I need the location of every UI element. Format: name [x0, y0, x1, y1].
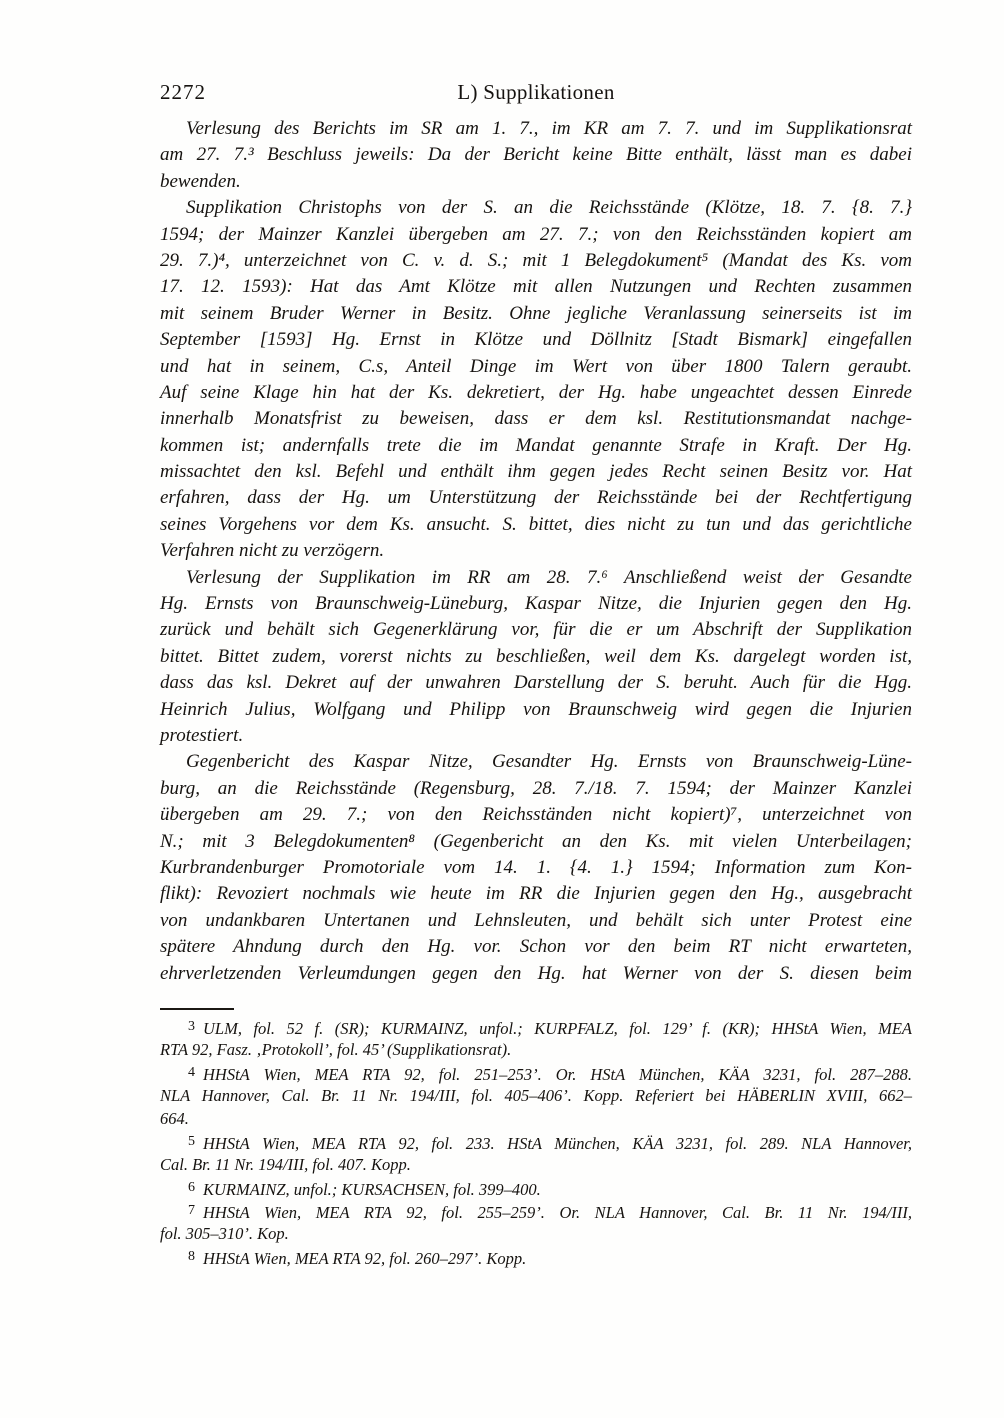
body-text: [160, 116, 912, 987]
body-line: innerhalb Monatsfrist zu beweisen, dass er dem ksl. Restitutionsmandat nachge-: [160, 408, 912, 430]
body-line: spätere Ahndung durch den Hg. vor. Schon vor den beim RT nicht erwarteten,: [160, 936, 912, 958]
body-line: burg, an die Reichsstände (Regensburg, 28. 7./18. 7. 1594; der Mainzer Kanzlei: [160, 777, 912, 799]
body-line: missachtet den ksl. Befehl und enthält ihm gegen jedes Recht seinen Besitz vor. Hat: [160, 461, 912, 483]
paragraph-gegenbericht: [160, 749, 912, 987]
page-number: 2272: [160, 80, 206, 104]
body-line: bewenden.: [160, 170, 241, 192]
footnote-line: [160, 1245, 912, 1268]
body-line: 1594; der Mainzer Kanzlei übergeben am 27. 7.; von den Reichsständen kopiert am: [160, 223, 912, 245]
footnote-line: Cal. Br. 11 Nr. 194/III, fol. 407. Kopp.: [160, 1155, 411, 1174]
body-line: ehrverletzenden Verleumdungen gegen den Hg. hat Werner von der S. diesen beim: [160, 962, 912, 984]
footnote-line: NLA Hannover, Cal. Br. 11 Nr. 194/III, fol. 405–406’. Kopp. Referiert bei HÄBERLIN XVIII, 662–: [160, 1086, 912, 1105]
footnote-line: [160, 1176, 912, 1199]
body-line: Verfahren nicht zu verzögern.: [160, 540, 385, 562]
body-line: flikt): Revoziert nochmals wie heute im RR die Injurien gegen den Hg., ausgebracht: [160, 883, 912, 905]
body-line: 17. 12. 1593): Hat das Amt Klötze mit allen Nutzungen und Rechten zusammen: [160, 276, 912, 298]
footnote-marker: 6: [188, 1180, 195, 1195]
footnote-separator-rule: [160, 1008, 234, 1010]
footnote-marker: 4: [188, 1065, 195, 1080]
body-line: protestiert.: [160, 724, 244, 746]
footnote-line: [160, 1061, 912, 1084]
footnote-line: RTA 92, Fasz. ‚Protokoll’, fol. 45’ (Supplikationsrat).: [160, 1040, 512, 1059]
footnote-text: KURMAINZ, unfol.; KURSACHSEN, fol. 399–400.: [203, 1180, 541, 1199]
body-line: erfahren, dass der Hg. um Unterstützung der Reichsstände bei der Rechtfertigung: [160, 487, 912, 509]
running-title: L) Supplikationen: [457, 80, 615, 104]
body-line: September [1593] Hg. Ernst in Klötze und Döllnitz [Stadt Bismark] eingefallen: [160, 329, 912, 351]
body-line: Verlesung der Supplikation im RR am 28. 7.⁶ Anschließend weist der Gesandte: [186, 566, 912, 588]
footnote-text: HHStA Wien, MEA RTA 92, fol. 251–253’. Or. HStA München, KÄA 3231, fol. 287–288.: [203, 1065, 912, 1084]
body-line: von undankbaren Untertanen und Lehnsleuten, und behält sich unter Protest eine: [160, 909, 912, 931]
body-line: zurück und behält sich Gegenerklärung vor, für die er um Abschrift der Supplikation: [160, 619, 912, 641]
footnote-text: ULM, fol. 52 f. (SR); KURMAINZ, unfol.; KURPFALZ, fol. 129’ f. (KR); HHStA Wien, MEA: [203, 1019, 912, 1038]
body-line: Heinrich Julius, Wolfgang und Philipp von Braunschweig wird gegen die Injurien: [160, 698, 912, 720]
body-line: bittet. Bittet zudem, vorerst nichts zu beschließen, weil dem Ks. dargelegt worden ist,: [160, 645, 912, 667]
page-header: [160, 80, 912, 106]
footnote-5: [160, 1130, 912, 1176]
body-line: Auf seine Klage hin hat der Ks. dekretiert, der Hg. habe ungeachtet dessen Einrede: [160, 381, 912, 403]
body-line: Kurbrandenburger Promotoriale vom 14. 1. {4. 1.} 1594; Information zum Kon-: [160, 856, 912, 878]
body-line: 29. 7.)⁴, unterzeichnet von C. v. d. S.; mit 1 Belegdokument⁵ (Mandat des Ks. vom: [160, 249, 912, 271]
footnotes-block: [160, 1015, 912, 1268]
body-line: Hg. Ernsts von Braunschweig-Lüneburg, Kaspar Nitze, die Injurien gegen den Hg.: [160, 593, 912, 615]
body-line: Supplikation Christophs von der S. an die Reichsstände (Klötze, 18. 7. {8. 7.}: [186, 197, 912, 219]
body-line: N.; mit 3 Belegdokumenten⁸ (Gegenbericht an den Ks. mit vielen Unterbeilagen;: [160, 830, 912, 852]
body-line: Gegenbericht des Kaspar Nitze, Gesandter Hg. Ernsts von Braunschweig-Lüne-: [186, 751, 912, 773]
paragraph-verlesung-supplikation: [160, 565, 912, 750]
footnote-line: [160, 1015, 912, 1038]
body-line: kommen ist; andernfalls trete die im Mandat genannte Strafe in Kraft. Der Hg.: [160, 434, 912, 456]
paragraph-verlesung-bericht: [160, 116, 912, 195]
footnote-line: [160, 1130, 912, 1153]
footnote-text: HHStA Wien, MEA RTA 92, fol. 255–259’. Or. NLA Hannover, Cal. Br. 11 Nr. 194/III,: [203, 1203, 912, 1222]
paragraph-supplikation-christophs: [160, 195, 912, 564]
footnote-text: HHStA Wien, MEA RTA 92, fol. 233. HStA München, KÄA 3231, fol. 289. NLA Hannover,: [203, 1134, 912, 1153]
footnote-7: [160, 1199, 912, 1245]
body-line: am 27. 7.³ Beschluss jeweils: Da der Bericht keine Bitte enthält, lässt man es dabei: [160, 144, 912, 166]
footnote-4: [160, 1061, 912, 1130]
body-line: übergeben am 29. 7.; von den Reichsständen nicht kopiert)⁷, unterzeichnet von: [160, 804, 912, 826]
footnote-3: [160, 1015, 912, 1061]
footnote-marker: 8: [188, 1249, 195, 1264]
footnote-8: [160, 1245, 912, 1268]
body-line: und hat in seinem, C.s, Anteil Dinge im Wert von über 1800 Talern geraubt.: [160, 355, 912, 377]
body-line: seines Vorgehens vor dem Ks. ansucht. S. bittet, dies nicht zu tun und das gerichtliche: [160, 513, 912, 535]
body-line: mit seinem Bruder Werner in Besitz. Ohne jegliche Veranlassung seinerseits ist im: [160, 302, 912, 324]
footnote-line: 664.: [160, 1109, 189, 1128]
body-line: dass das ksl. Dekret auf der unwahren Darstellung der S. beruht. Auch für die Hgg.: [160, 672, 912, 694]
footnote-marker: 5: [188, 1134, 195, 1149]
footnote-line: [160, 1199, 912, 1222]
body-line: Verlesung des Berichts im SR am 1. 7., im KR am 7. 7. und im Supplikationsrat: [186, 118, 912, 139]
footnote-marker: 7: [188, 1203, 195, 1218]
footnote-marker: 3: [188, 1019, 195, 1034]
footnote-line: fol. 305–310’. Kop.: [160, 1224, 289, 1243]
footnote-6: [160, 1176, 912, 1199]
footnote-text: HHStA Wien, MEA RTA 92, fol. 260–297’. Kopp.: [203, 1249, 527, 1268]
